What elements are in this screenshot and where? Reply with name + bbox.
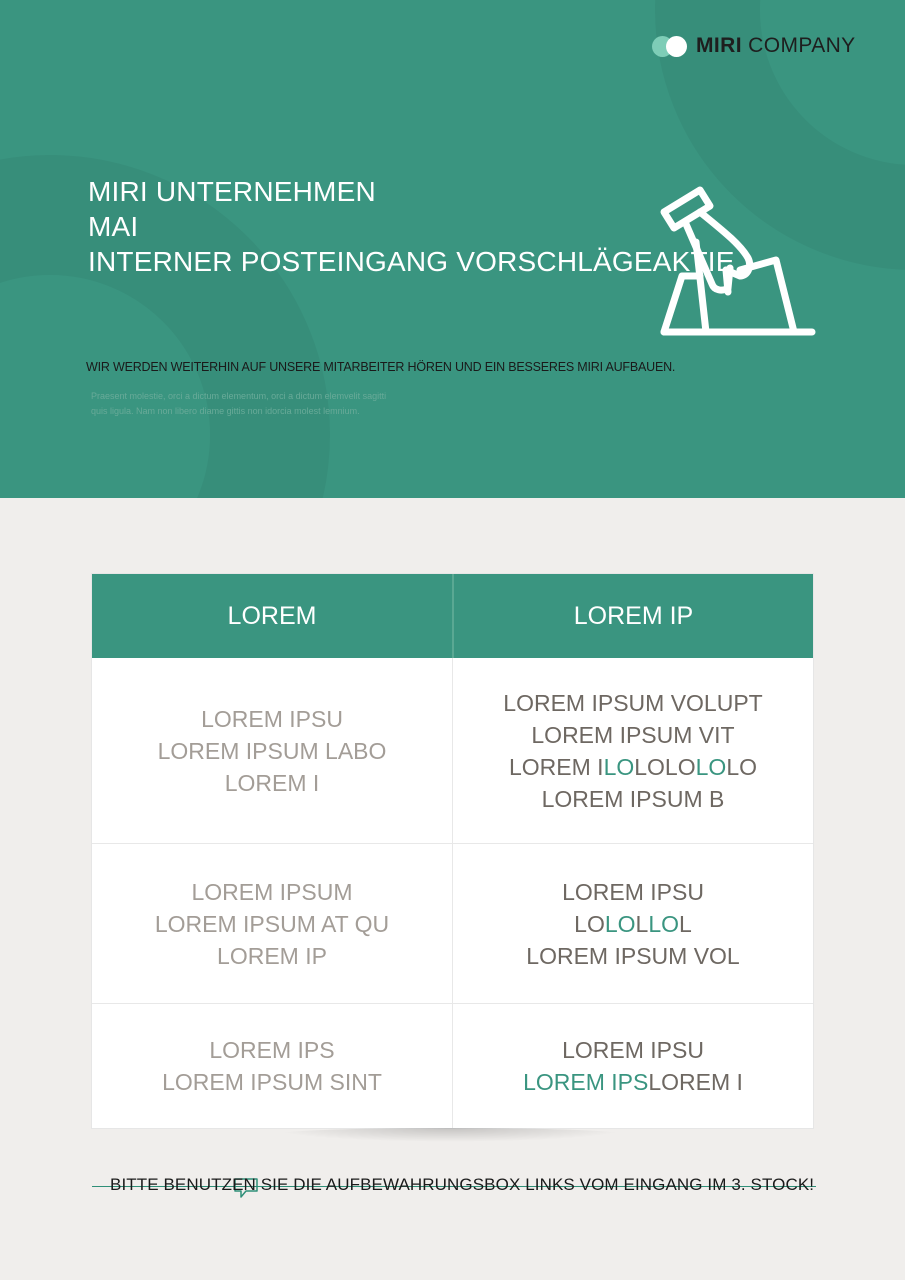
table-cell <box>92 1004 452 1128</box>
cell-line <box>574 908 692 940</box>
table-cell <box>452 658 813 843</box>
highlight-text: LO <box>695 753 727 780</box>
cell-line: LOREM IPSUM LABO <box>157 737 387 764</box>
cell-line <box>531 719 734 751</box>
column-header: LOREM IP <box>452 574 813 658</box>
cell-line: LOREM IP <box>217 942 327 969</box>
table-row <box>92 843 813 1003</box>
cell-line: LOREM IPSUM <box>191 878 353 905</box>
cell-line <box>523 1066 743 1098</box>
table-cell <box>92 658 452 843</box>
cell-text: LOLO <box>634 753 696 780</box>
cell-line <box>526 940 739 972</box>
data-table <box>92 574 813 1128</box>
hero-banner <box>0 0 905 498</box>
title-line: MIRI UNTERNEHMEN <box>88 176 376 207</box>
highlight-text: LOREM IPS <box>523 1069 649 1095</box>
table-shadow <box>270 1128 630 1142</box>
table-cell <box>452 1004 813 1128</box>
hero-title <box>88 174 735 279</box>
brand-logo <box>652 34 856 58</box>
table-row <box>92 1003 813 1128</box>
cell-line: LOREM I <box>224 769 320 796</box>
ballot-box-icon <box>656 184 820 340</box>
column-header: LOREM <box>227 601 317 630</box>
cell-line <box>562 1034 704 1066</box>
cell-text: LOREM I <box>648 1069 743 1095</box>
cell-text: LOREM I <box>508 753 604 780</box>
cell-text: LOREM IPSUM VOL <box>526 942 740 969</box>
cell-text: LOREM IPSUM VOLUPT <box>503 689 763 716</box>
cell-text: L <box>679 910 692 937</box>
highlight-text: LO <box>603 753 635 780</box>
cell-text: L <box>635 910 649 937</box>
cell-line: LOREM IPSU <box>201 705 343 732</box>
cell-line: LOREM IPSUM AT QU <box>154 910 390 937</box>
title-line: MAI <box>88 211 139 242</box>
cell-text: LOREM IPSU <box>562 878 704 905</box>
cell-text: LOREM IPSUM B <box>541 785 725 812</box>
cell-line <box>562 876 704 908</box>
table-header <box>92 574 813 658</box>
table-row <box>92 658 813 843</box>
description: Praesent molestie, orci a dictum elementum, orci a dictum elemvelit sagitti quis ligula. Nam non libero diame gittis non idorcia molest lemnium. <box>91 391 387 416</box>
cell-line <box>542 783 725 815</box>
cell-line <box>509 751 757 783</box>
cell-text: LO <box>574 910 605 937</box>
logo-mark-icon <box>652 34 692 58</box>
cell-line: LOREM IPS <box>209 1037 335 1063</box>
cell-text: LOREM IPSU <box>562 1037 704 1063</box>
highlight-text: LO <box>604 910 636 937</box>
table-cell <box>92 844 452 1003</box>
cell-text: LO <box>726 753 757 780</box>
cell-text: LOREM IPSUM VIT <box>531 721 735 748</box>
highlight-text: LO <box>648 910 680 937</box>
notice-text: BITTE BENUTZEN SIE DIE AUFBEWAHRUNGSBOX LINKS VOM EINGANG IM 3. STOCK! <box>110 1175 815 1194</box>
cell-line: LOREM IPSUM SINT <box>162 1069 382 1095</box>
title-line: INTERNER POSTEINGANG VORSCHLÄGEAKTIE <box>88 246 735 277</box>
cell-line <box>503 687 762 719</box>
slogan: WIR WERDEN WEITERHIN AUF UNSERE MITARBEITER HÖREN UND EIN BESSERES MIRI AUFBAUEN. <box>86 360 676 374</box>
table-cell <box>452 844 813 1003</box>
brand-name: MIRI COMPANY <box>696 34 856 57</box>
